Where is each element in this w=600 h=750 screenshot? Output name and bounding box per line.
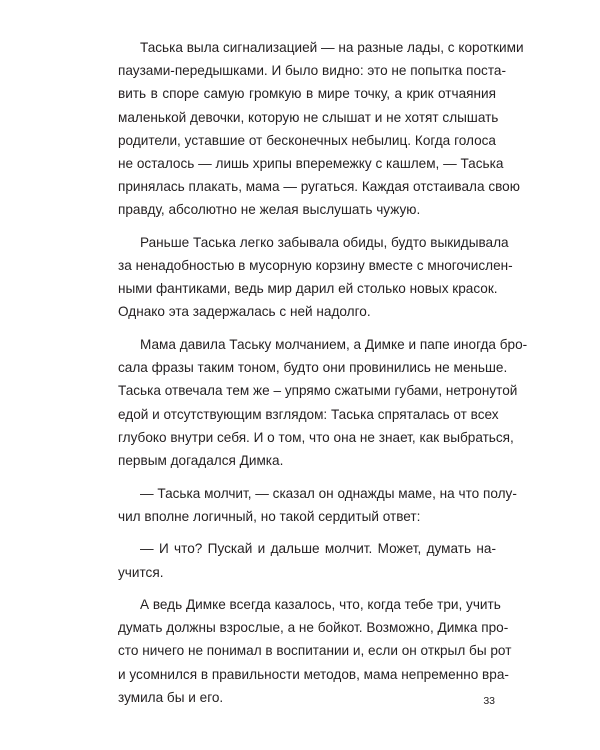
text-line: Таська отвечала тем же – упрямо сжатыми губами, нетронутой [118, 383, 518, 399]
text-line: Раньше Таська легко забывала обиды, будто выкидывала [140, 234, 509, 250]
text-line: не осталось — лишь хрипы вперемежку с кашлем, — Таська [118, 155, 504, 171]
text-line: и усомнился в правильности методов, мама непременно вра- [118, 666, 509, 682]
paragraph-2 [118, 231, 513, 324]
text-line: сала фразы таким тоном, будто они провинились не меньше. [118, 360, 508, 376]
text-line: — И что? Пускай и дальше молчит. Может, думать на- [140, 541, 496, 557]
paragraph-6 [118, 593, 512, 709]
text-line: родители, уставшие от бесконечных небылиц. Когда голоса [118, 132, 496, 148]
text-line: паузами-передышками. И было видно: это не попытка поста- [118, 63, 506, 79]
text-line: едой и отсутствующим взглядом: Таська спряталась от всех [118, 406, 499, 422]
text-line: учится. [118, 564, 164, 580]
page-number: 33 [483, 695, 495, 707]
text-line: сто ничего не понимал в воспитании и, если он открыл бы рот [118, 643, 512, 659]
text-line: Таська выла сигнализацией — на разные лады, с короткими [140, 40, 524, 55]
paragraph-3 [118, 333, 528, 472]
text-line: за ненадобностью в мусорную корзину вместе с многочислен- [118, 258, 513, 274]
body-text [118, 36, 528, 709]
text-line: зумила бы и его. [118, 689, 224, 705]
text-line: вить в споре самую громкую в мире точку, а крик отчаяния [118, 86, 496, 102]
text-line: первым догадался Димка. [118, 452, 284, 468]
text-line: глубоко внутри себя. И о том, что она не знает, как выбраться, [118, 429, 514, 445]
text-line: чил вполне логичный, но такой сердитый ответ: [118, 508, 421, 524]
text-line: ными фантиками, ведь мир дарил ей столько новых красок. [118, 281, 498, 297]
text-line: маленькой девочки, которую не слышат и не хотят слышать [118, 109, 499, 125]
text-line: А ведь Димке всегда казалось, что, когда тебе три, учить [140, 597, 501, 613]
text-line: Однако эта задержалась с ней надолго. [118, 304, 371, 320]
text-line: Мама давила Таську молчанием, а Димке и папе иногда бро- [140, 337, 528, 353]
paragraph-4 [118, 482, 517, 528]
text-line: правду, абсолютно не желая выслушать чужую. [118, 202, 421, 218]
paragraph-1 [118, 36, 524, 222]
text-line: — Таська молчит, — сказал он однажды маме, на что полу- [140, 485, 517, 501]
text-line: думать должны взрослые, а не бойкот. Возможно, Димка про- [118, 620, 509, 636]
paragraph-5 [118, 537, 496, 583]
text-line: принялась плакать, мама — ругаться. Каждая отстаивала свою [118, 179, 520, 195]
